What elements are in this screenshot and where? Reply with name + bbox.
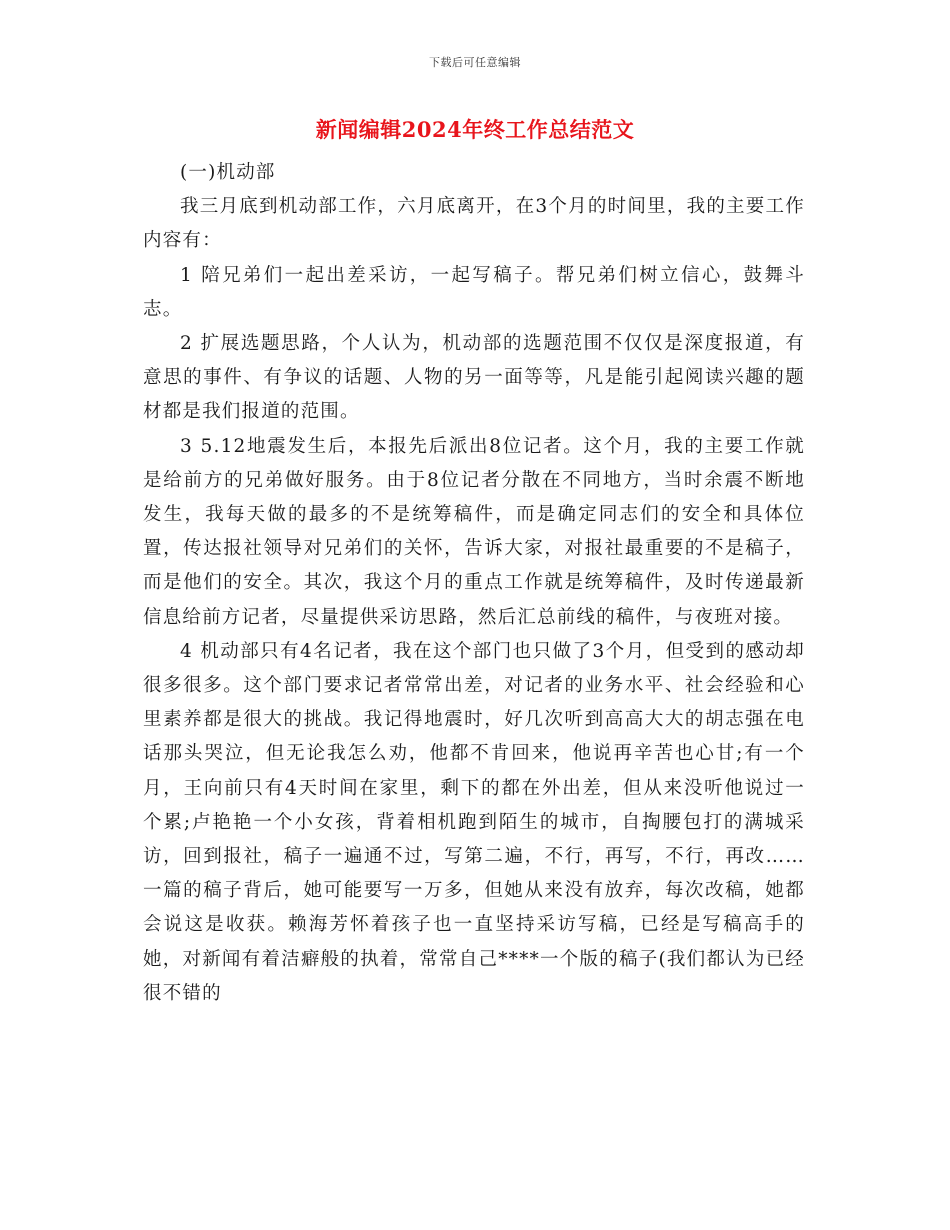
header-note: 下载后可任意编辑: [429, 56, 521, 69]
paragraph: 2 扩展选题思路，个人认为，机动部的选题范围不仅仅是深度报道，有意思的事件、有争议的话题、人物的另一面等等，凡是能引起阅读兴趣的题材都是我们报道的范围。: [143, 333, 805, 423]
paragraph: 1 陪兄弟们一起出差采访，一起写稿子。帮兄弟们树立信心，鼓舞斗志。: [143, 264, 805, 320]
paragraph: 我三月底到机动部工作，六月底离开，在3个月的时间里，我的主要工作内容有：: [143, 196, 805, 252]
paragraph: 3 5.12地震发生后，本报先后派出8位记者。这个月，我的主要工作就是给前方的兄弟做好服务。由于8位记者分散在不同地方，当时余震不断地发生，我每天做的最多的不是统筹稿件，而是确定同志们的安全和具体位置，传达报社领导对兄弟们的关怀，告诉大家，对报社最重要的不是稿子，而是他们的安全。其次，我这个月的重点工作就是统筹稿件，及时传递最新信息给前方记者，尽量提供采访思路，然后汇总前线的稿件，与夜班对接。: [143, 435, 805, 628]
section-heading: (一)机动部: [180, 162, 276, 183]
document-body: [143, 156, 805, 1011]
paragraph: 4 机动部只有4名记者，我在这个部门也只做了3个月，但受到的感动却很多很多。这个部门要求记者常常出差，对记者的业务水平、社会经验和心里素养都是很大的挑战。我记得地震时，好几次听到高高大大的胡志强在电话那头哭泣，但无论我怎么劝，他都不肯回来，他说再辛苦也心甘;有一个月，王向前只有4天时间在家里，剩下的都在外出差，但从来没听他说过一个累;卢艳艳一个小女孩，背着相机跑到陌生的城市，自掏腰包打的满城采访，回到报社，稿子一遍通不过，写第二遍，不行，再写，不行，再改……一篇的稿子背后，她可能要写一万多，但她从来没有放弃，每次改稿，她都会说这是收获。赖海芳怀着孩子也一直坚持采访写稿，已经是写稿高手的她，对新闻有着洁癖般的执着，常常自己****一个版的稿子(我们都认为已经很不错的: [143, 640, 805, 1004]
document-title: 新闻编辑2024年终工作总结范文: [315, 117, 635, 142]
